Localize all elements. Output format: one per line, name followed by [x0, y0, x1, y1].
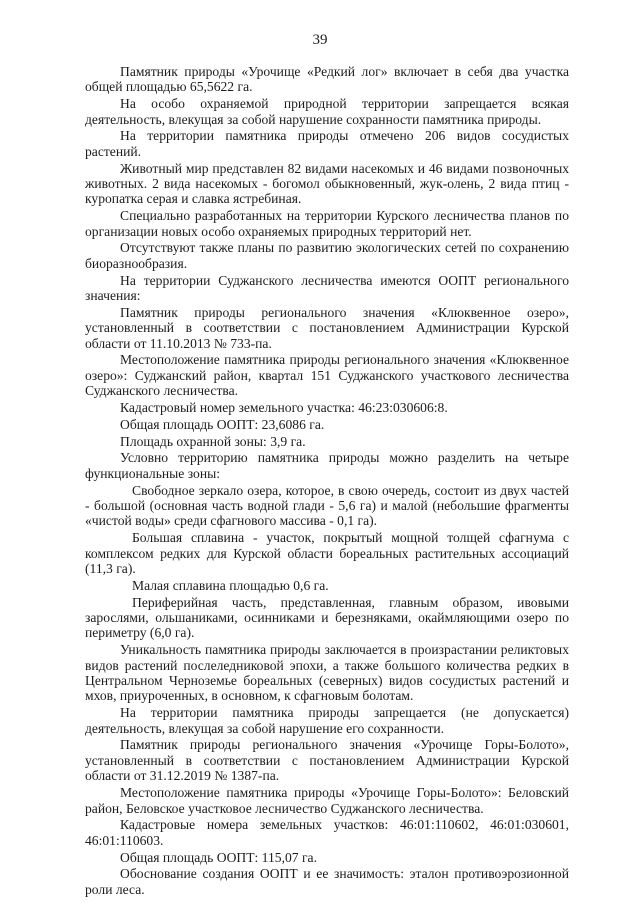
paragraph: Уникальность памятника природы заключается в произрастании реликтовых видов растений послеледниковой эпохи, а также большого количества редких в Центральном Черноземье бореальных (северных) видов сосудистых растений и мхов, приуроченных, в основном, к сфагновым болотам. — [85, 642, 569, 704]
paragraph: Свободное зеркало озера, которое, в свою очередь, состоит из двух частей - большой (основная часть водной глади - 5,6 га) и малой (небольшие фрагменты «чистой воды» среди сфагнового массива - 0,1 га). — [85, 482, 569, 529]
paragraph: Памятник природы регионального значения «Клюквенное озеро», установленный в соответствии с постановлением Администрации Курской области от 11.10.2013 № 733-па. — [85, 304, 569, 351]
paragraph: На особо охраняемой природной территории запрещается всякая деятельность, влекущая за собой нарушение сохранности памятника природы. — [85, 96, 569, 127]
paragraph: Памятник природы «Урочище «Редкий лог» включает в себя два участка общей площадью 65,5622 га. — [85, 64, 569, 95]
paragraph: На территории памятника природы отмечено 206 видов сосудистых растений. — [85, 128, 569, 159]
paragraph: На территории Суджанского лесничества имеются ООПТ регионального значения: — [85, 272, 569, 304]
paragraph: Площадь охранной зоны: 3,9 га. — [120, 433, 306, 449]
paragraph: Обоснование создания ООПТ и ее значимость: эталон противоэрозионной роли леса. — [85, 866, 569, 897]
paragraph: Общая площадь ООПТ: 23,6086 га. — [120, 416, 325, 432]
paragraph: Специально разработанных на территории Курского лесничества планов по организации новых особо охраняемых природных территорий нет. — [85, 208, 569, 239]
paragraph: Местоположение памятника природы «Урочище Горы-Болото»: Беловский район, Беловское участковое лесничество Суджанского лесничества. — [85, 785, 569, 816]
paragraph: На территории памятника природы запрещается (не допускается) деятельность, влекущая за собой нарушение его сохранности. — [85, 705, 569, 736]
paragraph: Памятник природы регионального значения «Урочище Горы-Болото», установленный в соответствии с постановлением Администрации Курской области от 31.12.2019 № 1387-па. — [85, 737, 569, 784]
paragraph: Малая сплавина площадью 0,6 га. — [132, 577, 329, 593]
paragraph: Местоположение памятника природы регионального значения «Клюквенное озеро»: Суджанский район, квартал 151 Суджанского участкового лесничества Суджанского лесничества. — [85, 352, 569, 399]
paragraph: Общая площадь ООПТ: 115,07 га. — [120, 849, 317, 865]
paragraph: Животный мир представлен 82 видами насекомых и 46 видами позвоночных животных. 2 вида насекомых - богомол обыкновенный, жук-олень, 2 вида птиц - куропатка серая и славка ястребиная. — [85, 160, 569, 207]
paragraph: Условно территорию памятника природы можно разделить на четыре функциональные зоны: — [85, 450, 569, 481]
paragraph: Отсутствуют также планы по развитию экологических сетей по сохранению биоразнообразия. — [85, 240, 569, 271]
paragraph: Большая сплавина - участок, покрытый мощной толщей сфагнума с комплексом редких для Курской области бореальных растительных ассоциаций (11,3 га). — [85, 530, 569, 577]
document-body — [85, 64, 569, 899]
paragraph: Кадастровый номер земельного участка: 46:23:030606:8. — [120, 400, 448, 416]
page-number: 39 — [312, 32, 328, 48]
paragraph: Кадастровые номера земельных участков: 46:01:110602, 46:01:030601, 46:01:110603. — [85, 817, 569, 848]
paragraph: Периферийная часть, представленная, главным образом, ивовыми зарослями, ольшаниками, осинниками и березняками, окаймляющими озеро по периметру (6,0 га). — [85, 594, 569, 641]
